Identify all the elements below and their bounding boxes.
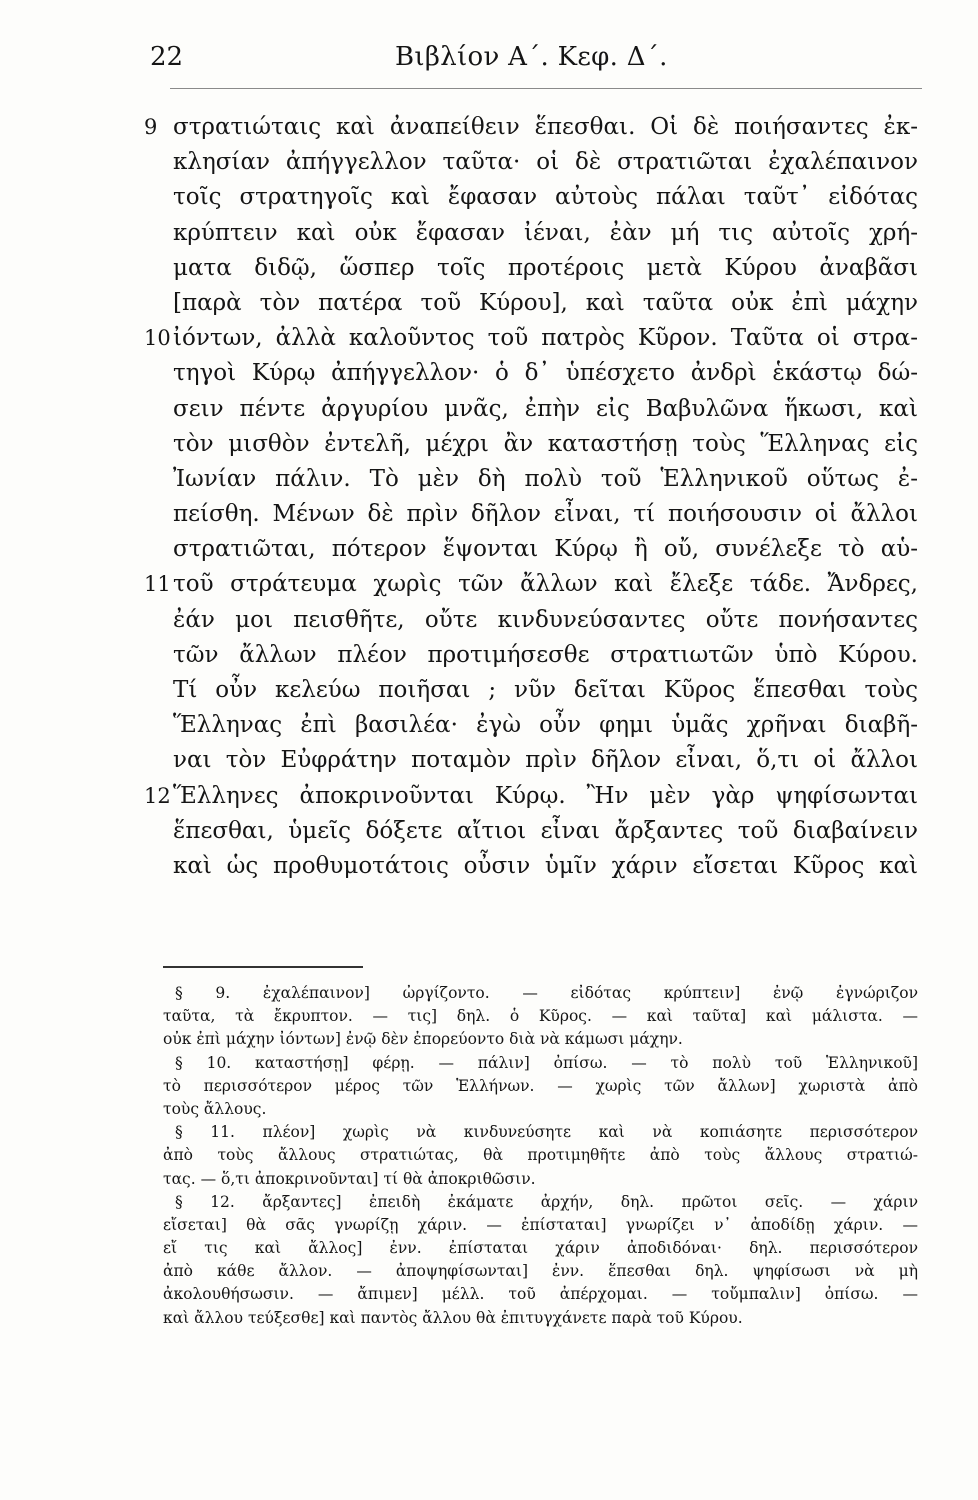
footnote-line: τας. — ὅ,τι ἀποκρινοῦνται] τί θὰ ἀποκριθῶσιν. [163, 1169, 536, 1188]
text-line [150, 216, 918, 251]
text-line [150, 427, 918, 462]
footnote-line: § 10. καταστήσῃ] φέρῃ. — πάλιν] ὀπίσω. — τὸ πολὺ τοῦ Ἑλληνικοῦ] [175, 1053, 918, 1072]
footnote-line: § 12. ἄρξαντες] ἐπειδὴ ἐκάματε ἀρχήν, δηλ. πρῶτοι σεῖς. — χάριν [175, 1192, 918, 1211]
running-title: Βιβλίον Α΄. Κεφ. Δ΄. [395, 42, 668, 72]
text-line [150, 849, 918, 884]
footnote-line: ἀκολουθήσωσιν. — ἄπιμεν] μέλλ. τοῦ ἀπέρχομαι. — τοὔμπαλιν] ὀπίσω. — [163, 1285, 918, 1304]
line-text: Τί οὖν κελεύω ποιῆσαι ; νῦν δεῖται Κῦρος ἕπεσθαι τοὺς [173, 677, 918, 703]
footnote-line: τοὺς ἄλλους. [163, 1099, 267, 1118]
text-line [150, 743, 918, 778]
footnote-line: εἴ τις καὶ ἄλλος] ἐνν. ἐπίσταται χάριν ἀποδιδόναι· δηλ. περισσότερον [163, 1239, 918, 1258]
text-line [150, 708, 918, 743]
line-text: τηγοὶ Κύρῳ ἀπήγγελλον· ὁ δ᾽ ὑπέσχετο ἀνδρὶ ἑκάστῳ δώ- [173, 360, 918, 387]
line-text: ἕπεσθαι, ὑμεῖς δόξετε αἴτιοι εἶναι ἄρξαντες τοῦ διαβαίνειν [173, 817, 918, 844]
footnotes [163, 982, 918, 1330]
line-text: τὸν μισθὸν ἐντελῆ, μέχρι ἂν καταστήσῃ τοὺς Ἕλληνας εἰς [173, 430, 918, 457]
text-line [150, 180, 918, 215]
footnote-line: § 9. ἐχαλέπαινον] ὠργίζοντο. — εἰδότας κρύπτειν] ἐνῷ ἐγνώριζον [175, 984, 918, 1002]
text-line [150, 251, 918, 286]
text-line [150, 145, 918, 180]
text-line [150, 673, 918, 708]
line-text: ματα διδῷ, ὥσπερ τοῖς προτέροις μετὰ Κύρου ἀναβᾶσι [173, 254, 918, 281]
text-line [144, 110, 918, 145]
text-line [150, 532, 918, 567]
text-line [150, 462, 918, 497]
line-text: Ἕλληνες ἀποκρινοῦνται Κύρῳ. Ἢν μὲν γὰρ ψηφίσωνται [173, 782, 918, 809]
footnote-line: οὐκ ἐπὶ μάχην ἰόντων] ἐνῷ δὲν ἐπορεύοντο διὰ νὰ κάμωσι μάχην. [163, 1030, 683, 1049]
section-number: 9 [144, 115, 158, 139]
line-text: στρατιῶται, πότερον ἕψονται Κύρῳ ἢ οὔ, συνέλεξε τὸ αὑ- [173, 536, 918, 563]
text-line [144, 321, 918, 356]
section-number: 12 [144, 783, 171, 808]
footnote-line: § 11. πλέον] χωρὶς νὰ κινδυνεύσητε καὶ νὰ κοπιάσητε περισσότερον [175, 1123, 918, 1142]
page-number: 22 [150, 42, 184, 72]
footnote-line: ταῦτα, τὰ ἔκρυπτον. — τις] δηλ. ὁ Κῦρος. — καὶ ταῦτα] καὶ μάλιστα. — [163, 1007, 918, 1026]
text-line [144, 567, 918, 602]
line-text: ἐάν μοι πεισθῆτε, οὔτε κινδυνεύσαντες οὔτε πονήσαντες [173, 606, 918, 633]
page-header [150, 36, 920, 84]
footnote-line: ἀπὸ κάθε ἄλλον. — ἀποψηφίσωνται] ἐνν. ἕπεσθαι δηλ. ψηφίσωσι νὰ μὴ [163, 1262, 918, 1281]
line-text: τοῦ στράτευμα χωρὶς τῶν ἄλλων καὶ ἔλεξε τάδε. Ἄνδρες, [173, 571, 918, 598]
footnote-line: τὸ περισσότερον μέρος τῶν Ἑλλήνων. — χωρὶς τῶν ἄλλων] χωριστὰ ἀπὸ [163, 1076, 918, 1095]
footnote-line: ἀπὸ τοὺς ἄλλους στρατιώτας, θὰ προτιμηθῆτε ἀπὸ τοὺς ἄλλους στρατιώ- [163, 1146, 918, 1165]
text-line [150, 286, 918, 321]
text-line [150, 356, 918, 391]
section-number: 10 [144, 326, 171, 351]
text-line [150, 497, 918, 532]
main-text [144, 110, 930, 884]
line-text: στρατιώταις καὶ ἀναπείθειν ἕπεσθαι. Οἱ δὲ ποιήσαντες ἐκ- [173, 114, 918, 140]
section-number: 11 [144, 572, 171, 597]
line-text: τοῖς στρατηγοῖς καὶ ἔφασαν αὐτοὺς πάλαι ταῦτ᾽ εἰδότας [173, 184, 918, 211]
line-text: [παρὰ τὸν πατέρα τοῦ Κύρου], καὶ ταῦτα οὐκ ἐπὶ μάχην [173, 289, 918, 316]
line-text: Ἕλληνας ἐπὶ βασιλέα· ἐγὼ οὖν φημι ὑμᾶς χρῆναι διαβῆ- [173, 712, 918, 739]
text-line [150, 603, 918, 638]
line-text: ἰόντων, ἀλλὰ καλοῦντος τοῦ πατρὸς Κῦρον. Ταῦτα οἱ στρα- [173, 325, 918, 352]
line-text: κλησίαν ἀπήγγελλον ταῦτα· οἱ δὲ στρατιῶται ἐχαλέπαινον [173, 149, 918, 176]
footnote-line: καὶ ἄλλου τεύξεσθε] καὶ παντὸς ἄλλου θὰ ἐπιτυγχάνετε παρὰ τοῦ Κύρου. [163, 1308, 743, 1327]
line-text: καὶ ὡς προθυμοτάτοις οὖσιν ὑμῖν χάριν εἴσεται Κῦρος καὶ [173, 852, 918, 879]
text-line [144, 779, 918, 814]
line-text: Ἰωνίαν πάλιν. Τὸ μὲν δὴ πολὺ τοῦ Ἑλληνικοῦ οὕτως ἐ- [173, 465, 918, 492]
text-line [150, 638, 918, 673]
header-rule [170, 88, 922, 89]
footnote-rule [163, 966, 363, 968]
line-text: σειν πέντε ἀργυρίου μνᾶς, ἐπὴν εἰς Βαβυλῶνα ἥκωσι, καὶ [173, 395, 918, 422]
footnote-line: εἴσεται] θὰ σᾶς γνωρίζῃ χάριν. — ἐπίσταται] γνωρίζει ν᾽ ἀποδίδῃ χάριν. — [163, 1215, 918, 1234]
text-line [150, 814, 918, 849]
line-text: τῶν ἄλλων πλέον προτιμήσεσθε στρατιωτῶν ὑπὸ Κύρου. [173, 641, 918, 668]
line-text: ναι τὸν Εὐφράτην ποταμὸν πρὶν δῆλον εἶναι, ὅ,τι οἱ ἄλλοι [173, 747, 918, 774]
line-text: κρύπτειν καὶ οὐκ ἔφασαν ἰέναι, ἐὰν μή τις αὐτοῖς χρή- [173, 219, 918, 246]
text-line [150, 392, 918, 427]
line-text: πείσθη. Μένων δὲ πρὶν δῆλον εἶναι, τί ποιήσουσιν οἱ ἄλλοι [173, 501, 918, 528]
